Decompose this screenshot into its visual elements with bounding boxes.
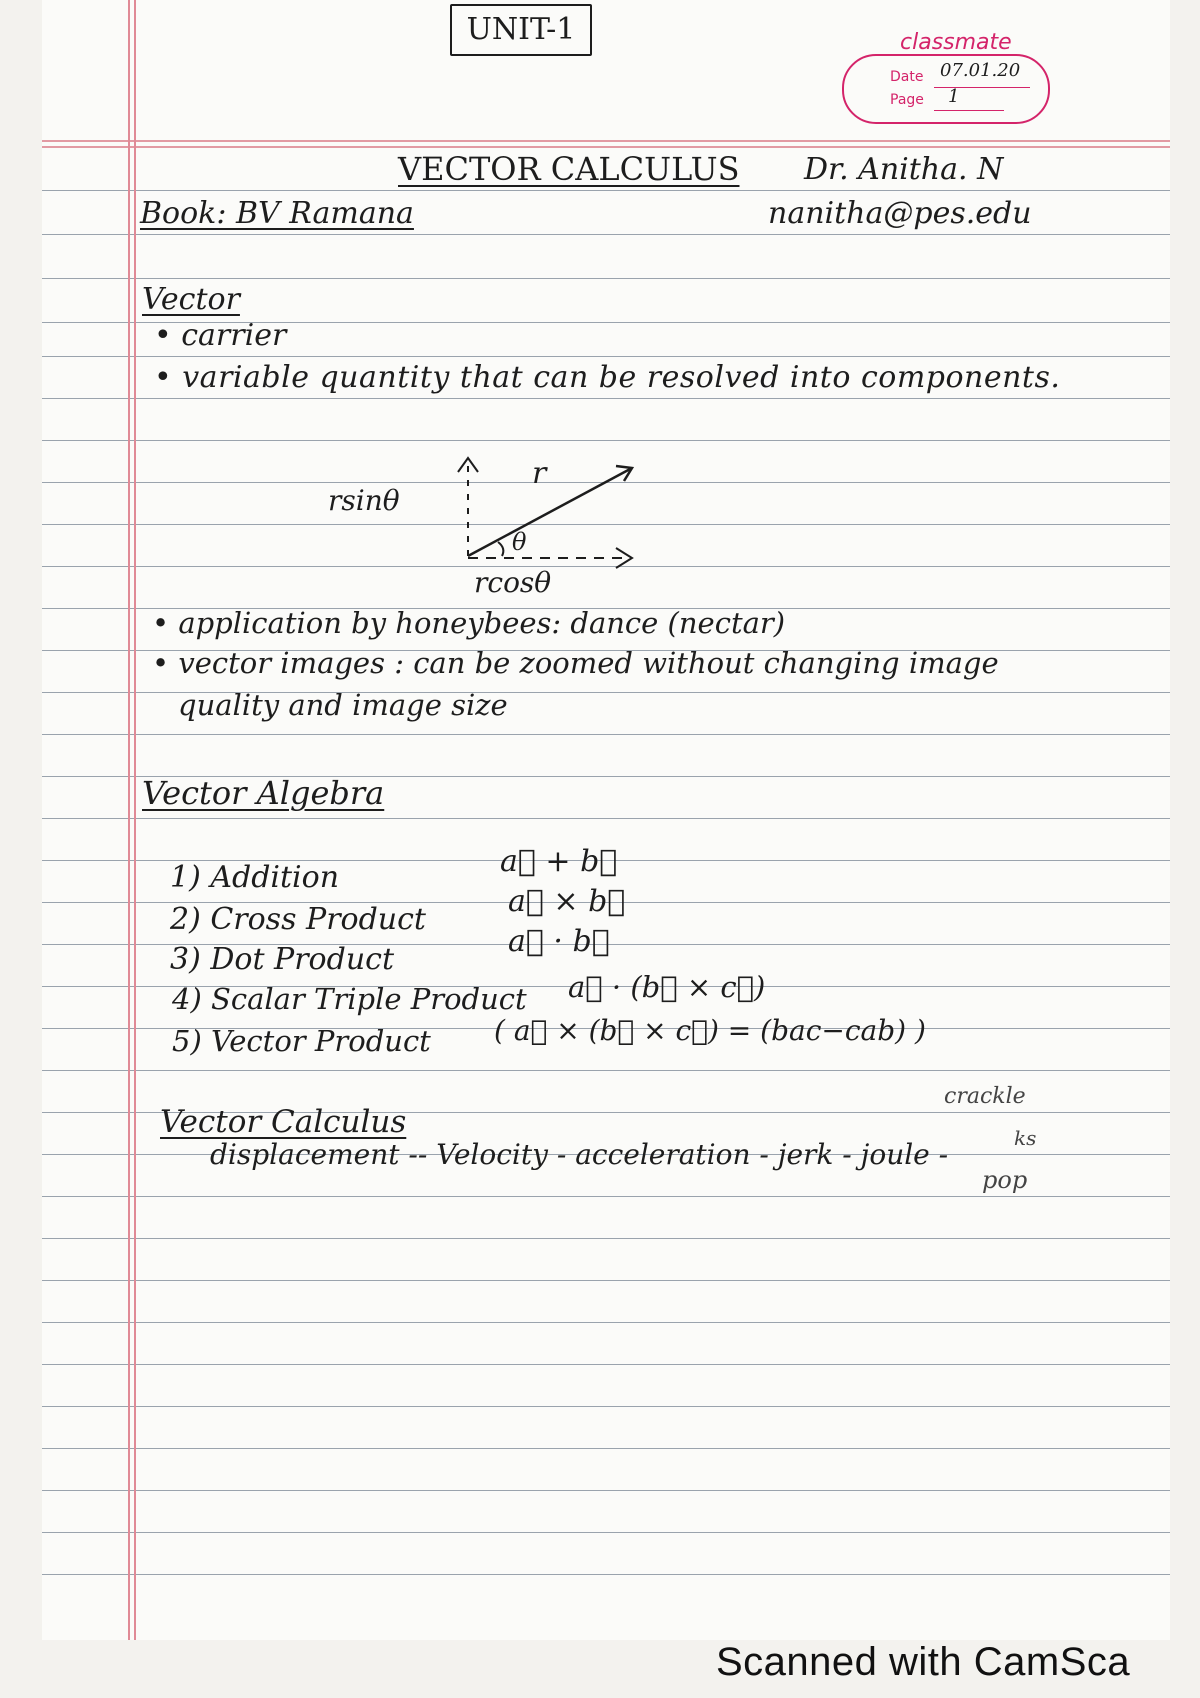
ruled-line: [42, 1280, 1170, 1281]
calculus-heading: Vector Calculus: [160, 1104, 407, 1140]
application-bullet: • application by honeybees: dance (nectar): [152, 606, 786, 640]
date-value: 07.01.20: [940, 60, 1021, 81]
date-label: Date: [890, 69, 924, 85]
angle-label: θ: [512, 528, 527, 556]
algebra-item-label: 5) Vector Product: [172, 1024, 431, 1058]
author-name: Dr. Anitha. N: [804, 152, 1004, 187]
book-reference: Book: BV Ramana: [140, 196, 414, 231]
ruled-line: [42, 1322, 1170, 1323]
application-continuation: quality and image size: [178, 688, 508, 722]
ruled-line: [42, 398, 1170, 399]
ruled-line: [42, 1238, 1170, 1239]
margin-line: [134, 0, 136, 1640]
ruled-line: [42, 1364, 1170, 1365]
algebra-item-formula: a⃗ · b⃗: [508, 924, 610, 959]
application-text: application by honeybees: dance (nectar): [178, 606, 786, 640]
algebra-item-formula: ( a⃗ × (b⃗ × c⃗) = (bac−cab) ): [494, 1014, 926, 1047]
unit-label: UNIT-1: [450, 4, 592, 56]
ruled-line: [42, 190, 1170, 191]
ruled-line: [42, 1574, 1170, 1575]
vector-bullet-text: variable quantity that can be resolved into components.: [182, 360, 1061, 395]
page-line: [934, 110, 1004, 111]
vector-heading: Vector: [142, 282, 240, 317]
page-label: Page: [890, 92, 924, 108]
page-value: 1: [948, 86, 960, 107]
horizontal-component-label: rcosθ: [474, 566, 552, 599]
brand-logo: classmate: [900, 30, 1012, 55]
header-rule: [42, 146, 1170, 148]
algebra-item-label: 2) Cross Product: [170, 902, 426, 937]
pop-note: pop: [982, 1166, 1028, 1194]
ruled-line: [42, 1406, 1170, 1407]
magnitude-label: r: [532, 456, 547, 491]
ruled-line: [42, 1070, 1170, 1071]
vertical-component-label: rsinθ: [328, 484, 400, 517]
algebra-item-formula: a⃗ + b⃗: [500, 844, 618, 879]
algebra-item-label: 1) Addition: [170, 860, 340, 895]
derivative-chain: displacement -- Velocity - acceleration - jerk - joule -: [210, 1138, 949, 1171]
vector-bullet: • variable quantity that can be resolved into components.: [154, 360, 1061, 395]
crackle-note: crackle: [944, 1084, 1026, 1109]
notebook-page: [42, 0, 1170, 1640]
ks-note: ks: [1014, 1126, 1037, 1150]
ruled-line: [42, 734, 1170, 735]
margin-line: [128, 0, 130, 1640]
angle-arc: [498, 542, 503, 556]
ruled-line: [42, 1196, 1170, 1197]
algebra-item-label: 4) Scalar Triple Product: [172, 982, 527, 1016]
application-bullet: • vector images : can be zoomed without changing image: [152, 646, 999, 680]
date-page-stamp: [842, 54, 1050, 124]
ruled-line: [42, 234, 1170, 235]
application-text: vector images : can be zoomed without changing image: [178, 646, 999, 680]
ruled-line: [42, 440, 1170, 441]
vector-arrow: [468, 468, 632, 556]
ruled-line: [42, 356, 1170, 357]
header-rule: [42, 140, 1170, 142]
scan-watermark: Scanned with CamSca: [716, 1640, 1131, 1684]
page-title: VECTOR CALCULUS: [398, 150, 740, 188]
ruled-line: [42, 1448, 1170, 1449]
algebra-heading: Vector Algebra: [142, 774, 385, 812]
author-email: nanitha@pes.edu: [768, 196, 1032, 231]
ruled-line: [42, 1490, 1170, 1491]
ruled-line: [42, 1532, 1170, 1533]
ruled-line: [42, 278, 1170, 279]
algebra-item-formula: a⃗ · (b⃗ × c⃗): [568, 970, 766, 1004]
algebra-item-formula: a⃗ × b⃗: [508, 884, 626, 919]
vector-bullet-text: carrier: [181, 318, 287, 353]
vector-bullet: • carrier: [154, 318, 287, 353]
algebra-item-label: 3) Dot Product: [170, 942, 395, 977]
ruled-line: [42, 818, 1170, 819]
